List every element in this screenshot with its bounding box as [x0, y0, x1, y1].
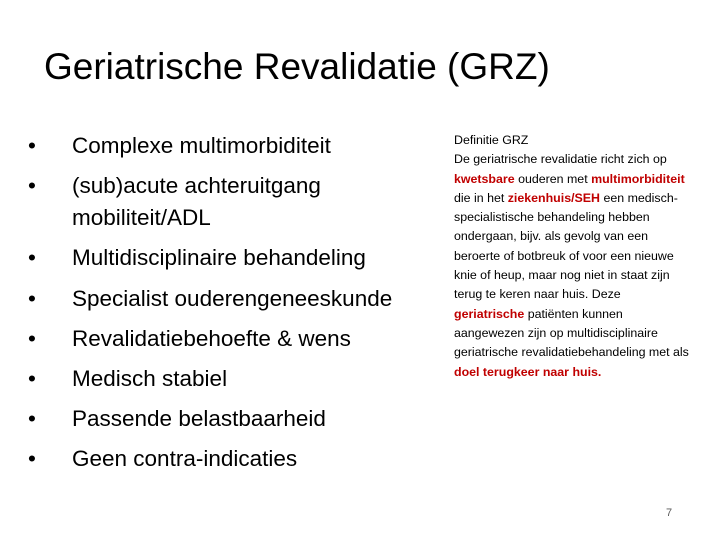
- definition-text-part: een medisch-specialistische behandeling hebben ondergaan, bijv. als gevolg van een beroerte of botbreuk of voor een nieuwe knie of heup, maar nog niet in staat zijn terug te keren naar huis. Deze: [454, 190, 678, 302]
- bullet-text: Complexe multimorbiditeit: [72, 133, 331, 158]
- definition-text-part: De geriatrische revalidatie richt zich op: [454, 152, 667, 167]
- bullet-marker: •: [28, 406, 36, 432]
- bullet-marker: •: [28, 325, 36, 351]
- bullet-marker: •: [28, 446, 36, 472]
- bullet-marker: •: [28, 285, 36, 311]
- bullet-item: [28, 443, 448, 475]
- definition-text: [454, 150, 690, 382]
- definition-heading: Definitie GRZ: [454, 133, 529, 147]
- bullet-list: [28, 130, 448, 484]
- bullet-item: [28, 323, 448, 355]
- definition-highlight: kwetsbare: [454, 171, 515, 186]
- bullet-text: Multidisciplinaire behandeling: [72, 245, 366, 271]
- definition-highlight: doel terugkeer naar huis.: [454, 364, 602, 379]
- bullet-item: [28, 170, 448, 234]
- bullet-item: [28, 363, 448, 395]
- bullet-marker: •: [28, 173, 36, 199]
- definition-text-part: die in het: [454, 190, 508, 205]
- bullet-text: (sub)acute achteruitgang mobiliteit/ADL: [72, 173, 321, 231]
- bullet-text: Medisch stabiel: [72, 365, 228, 391]
- definition-highlight: multimorbiditeit: [591, 171, 685, 186]
- bullet-marker: •: [28, 245, 36, 271]
- bullet-text: Passende belastbaarheid: [72, 406, 326, 432]
- definition-highlight: geriatrische: [454, 306, 525, 321]
- definition-text-part: ouderen met: [514, 171, 592, 186]
- definition-box: [454, 131, 690, 382]
- bullet-marker: •: [28, 365, 36, 391]
- bullet-item: [28, 403, 448, 435]
- bullet-marker: •: [28, 133, 36, 158]
- bullet-item: [28, 130, 448, 162]
- definition-text-part: patiënten kunnen aangewezen zijn op multidisciplinaire geriatrische revalidatiebehandeling met als: [454, 306, 689, 360]
- slide-title: Geriatrische Revalidatie (GRZ): [44, 46, 550, 87]
- page-number: 7: [666, 507, 673, 519]
- bullet-item: [28, 283, 448, 315]
- bullet-text: Specialist ouderengeneeskunde: [72, 285, 393, 311]
- bullet-item: [28, 242, 448, 274]
- definition-highlight: ziekenhuis/SEH: [507, 190, 601, 205]
- bullet-text: Revalidatiebehoefte & wens: [72, 325, 351, 351]
- bullet-text: Geen contra-indicaties: [72, 446, 298, 472]
